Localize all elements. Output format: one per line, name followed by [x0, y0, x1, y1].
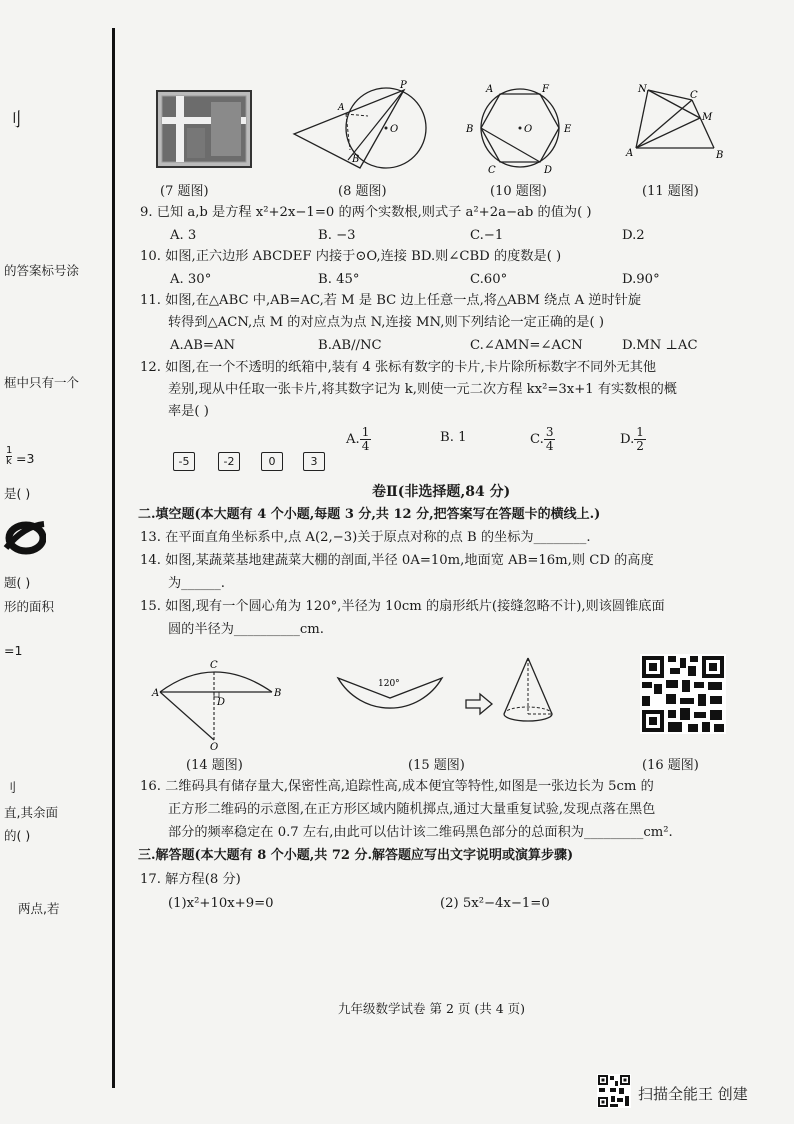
figure-caption: (16 题图): [642, 758, 699, 773]
left-edge-text: 框中只有一个: [4, 375, 80, 390]
option: A. 3: [170, 228, 197, 243]
question-12-line3: 率是( ): [168, 404, 209, 419]
question-11-line2: 转得到△ACN,点 M 的对应点为点 N,连接 MN,则下列结论一定正确的是( ): [168, 315, 604, 330]
left-edge-text: 的( ): [4, 828, 31, 843]
left-edge-mark: 刂: [4, 110, 22, 131]
figure-label: A: [152, 688, 160, 699]
figure-label: 120°: [378, 679, 400, 689]
figure-8: [290, 80, 440, 180]
part-heading: 三.解答题(本大题有 8 个小题,共 72 分.解答题应写出文字说明或演算步骤): [138, 848, 574, 863]
question-16-line3: 部分的频率稳定在 0.7 左右,由此可以估计该二维码黑色部分的总面积为_________cm².: [168, 825, 673, 840]
option: C.−1: [470, 228, 504, 243]
figure-label: B: [352, 154, 360, 165]
option: B. 45°: [318, 272, 360, 287]
figure-label: M: [702, 112, 713, 123]
figure-label: E: [564, 124, 572, 135]
figure-14: [150, 654, 286, 750]
question-16-line2: 正方形二维码的示意图,在正方形区域内随机掷点,通过大量重复试验,发现点落在黑色: [168, 802, 656, 817]
figure-label: D: [217, 697, 226, 708]
left-edge-text: 题( ): [4, 575, 31, 590]
figure-caption: (15 题图): [408, 758, 465, 773]
page-footer: 九年级数学试卷 第 2 页 (共 4 页): [338, 1001, 526, 1016]
figure-label: B: [466, 124, 474, 135]
figure-caption: (11 题图): [642, 184, 699, 199]
figure-label: B: [716, 150, 724, 161]
figure-label: C: [690, 90, 698, 101]
figure-label: O: [210, 742, 219, 750]
figure-label: O: [524, 124, 533, 135]
figure-15: [334, 654, 574, 750]
binding-line: [112, 28, 115, 1088]
left-edge-text: =1: [4, 643, 23, 658]
number-card: 0: [261, 452, 283, 471]
question-12: 12. 如图,在一个不透明的纸箱中,装有 4 张标有数字的卡片,卡片除所标数字不同外无其他: [140, 360, 657, 375]
question-12-line2: 差别,现从中任取一张卡片,将其数字记为 k,则使一元二次方程 kx²=3x+1 有实数根的概: [168, 382, 677, 397]
left-edge-text: =3: [16, 451, 35, 466]
left-edge-mark: 刂: [4, 780, 17, 795]
figure-16-qr-code: [640, 654, 726, 734]
figure-label: F: [542, 84, 549, 95]
option-d-fraction: D. $\frac{1}{2}$: [620, 425, 644, 453]
question-11: 11. 如图,在△ABC 中,AB=AC,若 M 是 BC 边上任意一点,将△ABM 绕点 A 逆时针旋: [140, 293, 642, 308]
figure-label: O: [390, 124, 399, 135]
question-17: 17. 解方程(8 分): [140, 872, 241, 887]
number-card: -5: [173, 452, 195, 471]
left-edge-text: 的答案标号涂: [4, 263, 80, 278]
option: D.90°: [622, 272, 660, 287]
number-card: -2: [218, 452, 240, 471]
left-edge-fraction: 1 k: [6, 445, 13, 467]
option: B. 1: [440, 430, 467, 445]
question-15-line2: 圆的半径为__________cm.: [168, 622, 324, 637]
figure-caption: (10 题图): [490, 184, 547, 199]
figure-label: A: [338, 103, 345, 113]
question-14: 14. 如图,某蔬菜基地建蔬菜大棚的剖面,半径 0A=10m,地面宽 AB=16m,则 CD 的高度: [140, 553, 654, 568]
option: C.60°: [470, 272, 508, 287]
scanner-brand: 扫描全能王 创建: [638, 1085, 748, 1103]
section-title: 卷Ⅱ(非选择题,84 分): [372, 484, 511, 500]
question-17-part2: (2) 5x²−4x−1=0: [440, 896, 550, 911]
figure-caption: (7 题图): [160, 184, 209, 199]
number-card: 3: [303, 452, 325, 471]
figure-caption: (14 题图): [186, 758, 243, 773]
option-c-fraction: C. $\frac{3}{4}$: [530, 425, 554, 453]
figure-label: A: [626, 148, 634, 159]
figure-label: D: [544, 165, 553, 176]
question-17-part1: (1)x²+10x+9=0: [168, 896, 274, 911]
option-a-fraction: A. $\frac{1}{4}$: [346, 425, 370, 453]
left-edge-text: 是( ): [4, 486, 31, 501]
option: A.AB=AN: [170, 338, 236, 353]
question-15: 15. 如图,现有一个圆心角为 120°,半径为 10cm 的扇形纸片(接缝忽略不计),则该圆锥底面: [140, 599, 665, 614]
question-10: 10. 如图,正六边形 ABCDEF 内接于⊙O,连接 BD.则∠CBD 的度数是( ): [140, 249, 562, 264]
option: A. 30°: [170, 272, 212, 287]
figure-label: P: [400, 80, 407, 91]
scanner-qr-icon: [597, 1074, 631, 1108]
figure-label: A: [486, 84, 494, 95]
question-13: 13. 在平面直角坐标系中,点 A(2,−3)关于原点对称的点 B 的坐标为________.: [140, 530, 591, 545]
option: D.MN ⊥AC: [622, 338, 698, 353]
left-edge-text: 直,其余面: [4, 805, 58, 820]
option: D.2: [622, 228, 645, 243]
figure-10: [462, 80, 578, 176]
figure-7: [156, 90, 252, 168]
question-9: 9. 已知 a,b 是方程 x²+2x−1=0 的两个实数根,则式子 a²+2a−ab 的值为( ): [140, 205, 592, 220]
figure-label: C: [488, 165, 496, 176]
part-heading: 二.填空题(本大题有 4 个小题,每题 3 分,共 12 分,把答案写在答题卡的横线上.): [138, 507, 601, 522]
figure-11: [624, 80, 730, 164]
figure-label: C: [210, 660, 218, 671]
option: B. −3: [318, 228, 356, 243]
option: C.∠AMN=∠ACN: [470, 338, 583, 353]
left-edge-text: 两点,若: [18, 901, 60, 916]
figure-caption: (8 题图): [338, 184, 387, 199]
figure-label: B: [274, 688, 282, 699]
question-14-line2: 为______.: [168, 576, 225, 591]
figure-label: N: [638, 84, 647, 95]
left-edge-logo-icon: [2, 518, 46, 558]
question-16: 16. 二维码具有储存量大,保密性高,追踪性高,成本便宜等特性,如图是一张边长为 5cm 的: [140, 779, 654, 794]
option: B.AB//NC: [318, 338, 382, 353]
left-edge-text: 形的面积: [4, 599, 55, 614]
